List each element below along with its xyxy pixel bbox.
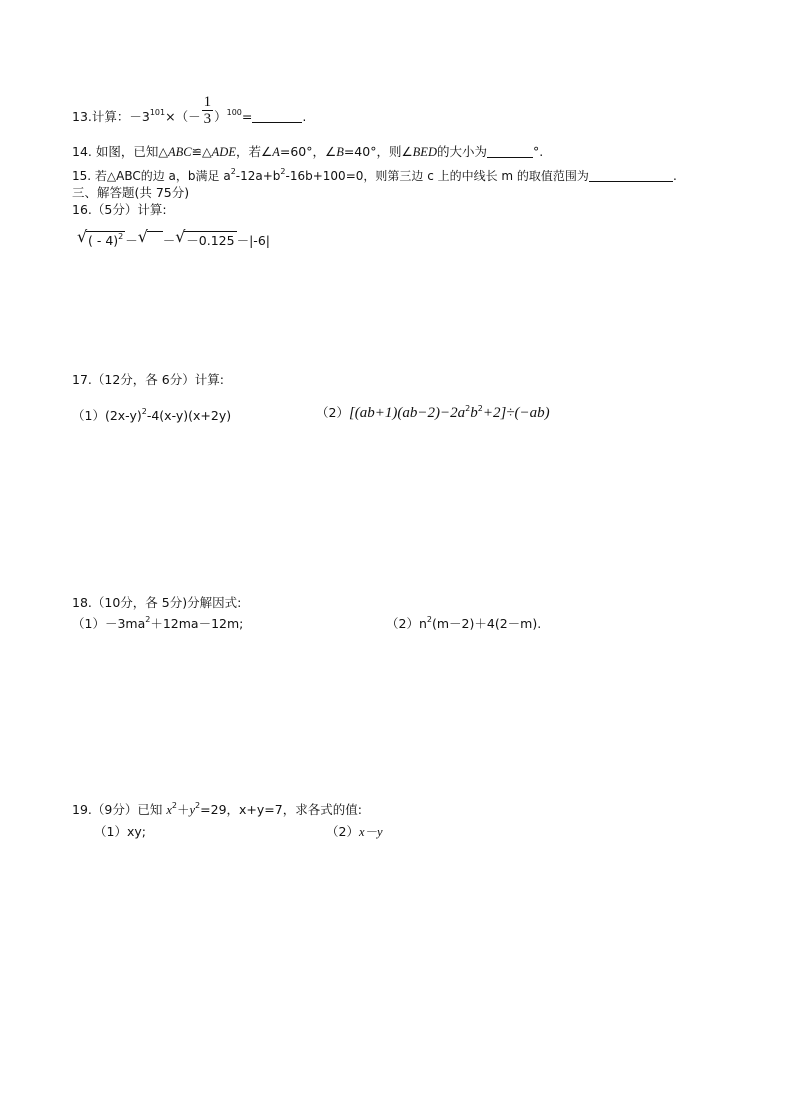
- q13-fraction-numerator: 1: [203, 94, 212, 110]
- q19-exp-2: 2: [195, 801, 201, 810]
- q15-pre: 15. 若△ABC的边 a，b满足 a: [72, 169, 231, 183]
- q16-radicand-1-exp: 2: [118, 232, 124, 241]
- q14-angle-bed: BED: [412, 145, 437, 159]
- q15-answer-blank[interactable]: [589, 169, 673, 182]
- q16-sqrt-3: [175, 227, 236, 249]
- q19-p2-expr: x－y: [358, 825, 383, 839]
- q19-plus: ＋: [176, 802, 190, 817]
- q19-pre: 19.（9分）已知: [72, 802, 167, 817]
- q13-times: ×（－: [165, 109, 201, 124]
- q17-part-1: [72, 408, 231, 424]
- q14-mid-1: ，若∠: [235, 144, 273, 159]
- q15-mid-2: -16b+100=0，则第三边 c 上的中线长 m 的取值范围为: [285, 169, 589, 183]
- question-19: [72, 802, 362, 818]
- q18-part-1: [72, 616, 243, 632]
- q16-radicand-1: ( - 4): [88, 233, 119, 248]
- q19-exp-1: 2: [171, 801, 177, 810]
- q18-p2-exp: 2: [426, 615, 432, 624]
- q13-equals: =: [241, 109, 253, 124]
- q16-title: 16.（5分）计算:: [72, 202, 167, 217]
- q17-p2-exp-1: 2: [465, 404, 471, 413]
- q16-minus-1: －: [125, 233, 138, 248]
- question-14: [72, 144, 543, 160]
- q13-fraction: [202, 94, 214, 127]
- q17-p1-label: （1）: [72, 408, 105, 423]
- question-15: [72, 168, 677, 184]
- q13-paren-close: ）: [214, 109, 227, 124]
- q16-radicand-3: －0.125: [186, 233, 235, 248]
- radical-sign-icon: √: [137, 227, 148, 246]
- q17-p2-exp-2: 2: [477, 404, 483, 413]
- q18-p1-a: （1）－3ma: [72, 616, 146, 631]
- q17-p2-label: （2）: [316, 405, 349, 420]
- q16-sqrt-2: [137, 227, 163, 249]
- q19-p2-label: （2）: [326, 824, 359, 839]
- q15-end: .: [672, 169, 677, 183]
- q13-fraction-denominator: 3: [203, 111, 212, 127]
- q15-exp-2: 2: [280, 167, 286, 176]
- q17-p2-c: +2]÷(−ab): [482, 405, 550, 421]
- q16-minus-2: －: [162, 233, 176, 248]
- q13-base: －3: [129, 109, 150, 124]
- radical-sign-icon: √: [175, 227, 186, 246]
- q17-p1-exp: 2: [141, 407, 147, 416]
- q18-p2-a: （2）n: [386, 616, 427, 631]
- q19-part-2: [326, 824, 383, 840]
- q14-mid-3: =40°，则∠: [343, 144, 413, 159]
- q17-p2-b: b: [470, 405, 478, 421]
- q14-pre: 14. 如图，已知△: [72, 144, 168, 159]
- question-13: [72, 94, 307, 127]
- q18-part-2: [386, 616, 541, 632]
- q15-exp-1: 2: [230, 167, 236, 176]
- q13-end: .: [302, 109, 307, 124]
- q16-expression: [77, 227, 270, 249]
- q16-tail: －|-6|: [236, 233, 270, 248]
- q13-lead: 13.计算：: [72, 109, 130, 124]
- q19-part-1: （1）xy;: [94, 824, 146, 839]
- q16-radicand-2-empty: [147, 231, 163, 249]
- q13-exponent-2: 100: [226, 108, 242, 117]
- q14-angle-b: B: [336, 145, 344, 159]
- q14-mid-4: 的大小为: [436, 144, 487, 159]
- q18-title: 18.（10分，各 5分)分解因式:: [72, 595, 242, 610]
- q19-x: x: [166, 803, 172, 817]
- radical-sign-icon: √: [77, 227, 88, 246]
- q13-exponent-1: 101: [149, 108, 166, 117]
- q14-cong: ≌△: [191, 144, 212, 159]
- q17-p1-a: (2x-y): [104, 408, 142, 423]
- q19-rest: =29，x+y=7，求各式的值:: [200, 802, 362, 817]
- q17-p2-a: [(ab+1)(ab−2)−2a: [348, 405, 466, 421]
- q17-title: 17.（12分，各 6分）计算:: [72, 372, 224, 387]
- q17-p1-b: -4(x-y)(x+2y): [146, 408, 232, 423]
- q19-y: y: [189, 803, 196, 817]
- q18-p1-exp: 2: [145, 615, 151, 624]
- q14-end: °.: [533, 144, 544, 159]
- q16-sqrt-1: [77, 227, 125, 249]
- q14-triangle-2: ADE: [211, 145, 236, 159]
- q14-angle-a: A: [272, 145, 280, 159]
- q17-part-2: [316, 405, 550, 421]
- q18-p1-b: ＋12ma－12m;: [150, 616, 244, 631]
- q18-p2-b: (m－2)＋4(2－m).: [431, 616, 542, 631]
- q14-answer-blank[interactable]: [487, 145, 533, 158]
- q14-mid-2: =60°，∠: [279, 144, 337, 159]
- q15-mid-1: -12a+b: [235, 169, 281, 183]
- q14-triangle-1: ABC: [167, 145, 192, 159]
- q13-answer-blank[interactable]: [252, 110, 302, 123]
- section-heading: 三、解答题(共 75分): [72, 185, 190, 200]
